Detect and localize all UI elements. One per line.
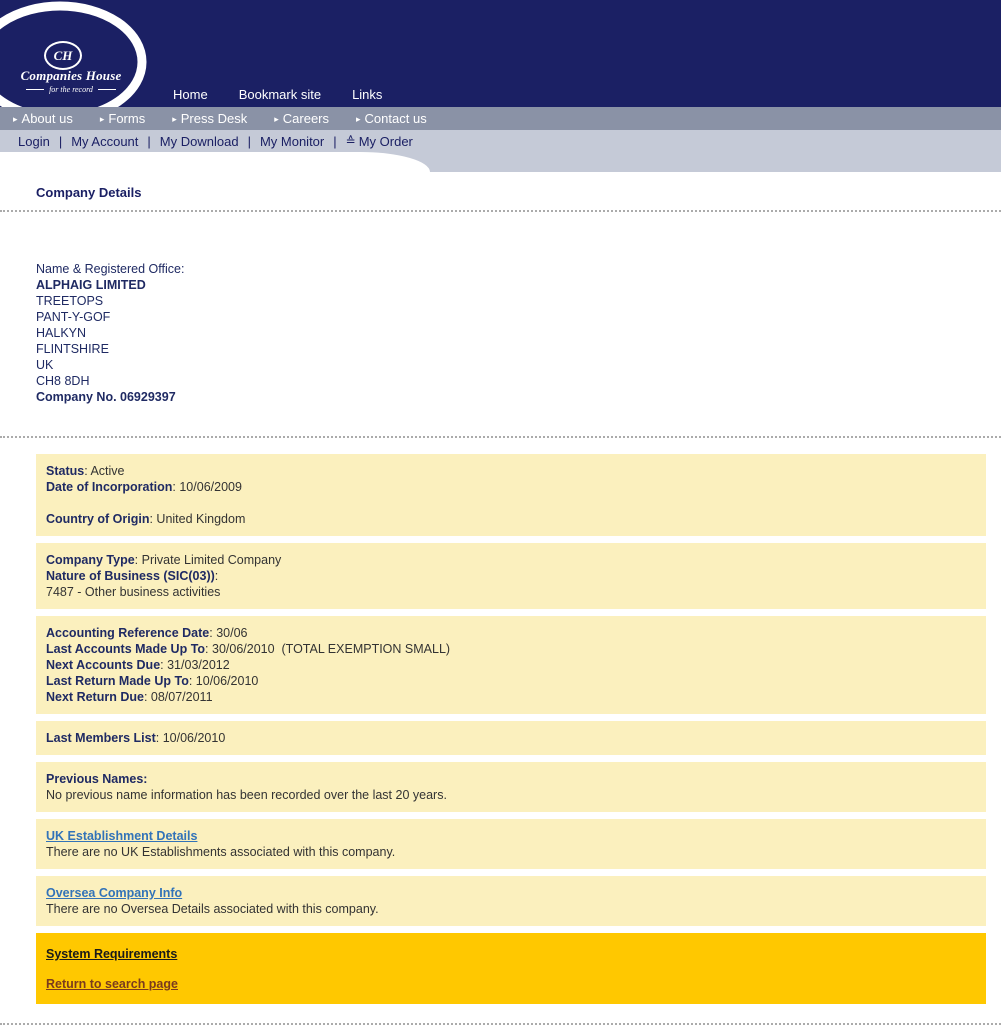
- field-row: [46, 511, 976, 527]
- separator: :: [188, 674, 196, 688]
- separator: |: [247, 133, 251, 149]
- field-row: [46, 479, 976, 495]
- field-value: 10/06/2009: [179, 480, 242, 494]
- address-label: Name & Registered Office:: [36, 262, 185, 276]
- registered-office-block: [36, 261, 1001, 405]
- arrow-bullet-icon: ▸: [172, 114, 177, 124]
- field-value: 30/06/2010 (TOTAL EXEMPTION SMALL): [212, 642, 451, 656]
- field-label: Company Type: [46, 553, 135, 567]
- nav-login-link[interactable]: Login: [18, 133, 50, 149]
- field-row: [46, 657, 976, 673]
- field-value: United Kingdom: [156, 512, 246, 526]
- separator: :: [205, 642, 212, 656]
- arrow-bullet-icon: ▸: [99, 114, 105, 124]
- field-label: Accounting Reference Date: [46, 626, 210, 640]
- separator: :: [172, 480, 180, 494]
- page-corner-curve: [0, 152, 430, 172]
- uk-establishment-details-link[interactable]: UK Establishment Details: [46, 829, 198, 843]
- spacer: [46, 495, 976, 511]
- return-to-search-link[interactable]: Return to search page: [46, 977, 178, 991]
- panel-text: There are no UK Establishments associated with this company.: [46, 845, 396, 859]
- field-label: Status: [46, 464, 85, 478]
- separator: :: [155, 731, 163, 745]
- tagline-rule: [98, 89, 116, 90]
- nav-my-monitor[interactable]: My Monitor: [259, 133, 325, 149]
- account-nav: [0, 130, 1001, 152]
- nav-contact-us[interactable]: [356, 111, 427, 126]
- field-value: 08/07/2011: [150, 690, 213, 704]
- dotted-divider: [0, 210, 1001, 212]
- address-line: PANT-Y-GOF: [36, 310, 111, 324]
- field-row: [46, 641, 976, 657]
- panel-text: No previous name information has been recorded over the last 20 years.: [46, 788, 447, 802]
- field-value: Active: [90, 464, 125, 478]
- dotted-divider: [0, 1023, 1001, 1025]
- separator: |: [147, 133, 151, 149]
- system-requirements-link[interactable]: System Requirements: [46, 947, 178, 961]
- arrow-bullet-icon: ▸: [274, 114, 279, 124]
- emblem-monogram: CH: [53, 47, 73, 63]
- nav-my-download[interactable]: My Download: [159, 133, 239, 149]
- field-label: Nature of Business (SIC(03)): [46, 569, 215, 583]
- separator: |: [333, 133, 337, 149]
- logo-wordmark: Companies House: [20, 68, 122, 83]
- address-line: HALKYN: [36, 326, 87, 340]
- nav-label: About us: [21, 111, 73, 126]
- companies-house-emblem-icon: [44, 41, 82, 70]
- nav-bookmark-site[interactable]: Bookmark site: [238, 87, 322, 102]
- nav-label: My Order: [358, 133, 413, 149]
- field-label: Next Accounts Due: [46, 658, 161, 672]
- order-basket-icon: ≙: [345, 134, 356, 148]
- return-row: [46, 962, 976, 992]
- field-value: 10/06/2010: [162, 731, 226, 745]
- tagline-text: for the record: [49, 85, 93, 94]
- nav-about-us[interactable]: [13, 111, 73, 126]
- separator: :: [84, 464, 91, 478]
- panel-heading: [46, 771, 976, 787]
- address-line: CH8 8DH: [36, 374, 90, 388]
- page-title: Company Details: [36, 185, 142, 200]
- arrow-bullet-icon: ▸: [356, 114, 361, 124]
- field-label: Date of Incorporation: [46, 480, 173, 494]
- sic-code-line: 7487 - Other business activities: [46, 585, 221, 599]
- nav-label: Forms: [108, 111, 146, 126]
- nav-label: Press Desk: [180, 111, 248, 126]
- field-label: Last Accounts Made Up To: [46, 642, 206, 656]
- field-value: Private Limited Company: [141, 553, 282, 567]
- accounts-panel: [36, 616, 986, 714]
- field-value: 31/03/2012: [167, 658, 230, 672]
- field-value: 30/06: [216, 626, 248, 640]
- company-number: Company No. 06929397: [36, 390, 176, 404]
- oversea-company-panel: [36, 876, 986, 926]
- address-line: FLINTSHIRE: [36, 342, 109, 356]
- field-row: [46, 625, 976, 641]
- company-name: ALPHAIG LIMITED: [36, 278, 146, 292]
- separator: :: [134, 553, 142, 567]
- top-nav: [173, 87, 382, 102]
- system-requirements-row: [46, 946, 976, 962]
- nav-label: Contact us: [364, 111, 427, 126]
- field-label: Last Members List: [46, 731, 156, 745]
- nav-press-desk[interactable]: [172, 111, 247, 126]
- separator: :: [149, 512, 157, 526]
- footer-links-panel: [36, 933, 986, 1004]
- field-row: [46, 568, 976, 584]
- members-list-panel: [36, 721, 986, 755]
- field-label: Previous Names:: [46, 772, 148, 786]
- oversea-company-info-link[interactable]: Oversea Company Info: [46, 886, 183, 900]
- details-panels: [36, 454, 986, 1004]
- field-row: [46, 673, 976, 689]
- site-header: [0, 0, 1001, 107]
- separator: :: [214, 569, 219, 583]
- nav-careers[interactable]: [274, 111, 329, 126]
- field-value: 10/06/2010: [195, 674, 259, 688]
- logo-tagline: [8, 85, 134, 94]
- panel-heading: [46, 885, 976, 901]
- nav-my-account[interactable]: My Account: [71, 133, 139, 149]
- separator: |: [58, 133, 63, 149]
- separator: :: [143, 690, 151, 704]
- nav-forms[interactable]: [100, 111, 145, 126]
- field-label: Next Return Due: [46, 690, 144, 704]
- panel-text: There are no Oversea Details associated with this company.: [46, 902, 379, 916]
- address-line: TREETOPS: [36, 294, 104, 308]
- nav-my-order[interactable]: [346, 134, 413, 149]
- uk-establishment-panel: [36, 819, 986, 869]
- header-curve-band: [0, 152, 1001, 172]
- previous-names-panel: [36, 762, 986, 812]
- field-row: [46, 463, 976, 479]
- nav-label: Careers: [282, 111, 330, 126]
- address-line: UK: [36, 358, 54, 372]
- arrow-bullet-icon: ▸: [13, 114, 18, 124]
- company-type-panel: [36, 543, 986, 609]
- tagline-rule: [26, 89, 44, 90]
- separator: :: [209, 626, 217, 640]
- nav-home[interactable]: Home: [173, 87, 208, 102]
- field-label: Country of Origin: [46, 512, 150, 526]
- field-row: [46, 730, 976, 746]
- primary-nav: [0, 107, 1001, 130]
- field-row: [46, 689, 976, 705]
- dotted-divider: [0, 436, 1001, 438]
- panel-heading: [46, 828, 976, 844]
- field-row: [46, 552, 976, 568]
- field-label: Last Return Made Up To: [46, 674, 189, 688]
- nav-links[interactable]: Links: [352, 87, 383, 102]
- status-panel: [36, 454, 986, 536]
- separator: :: [160, 658, 168, 672]
